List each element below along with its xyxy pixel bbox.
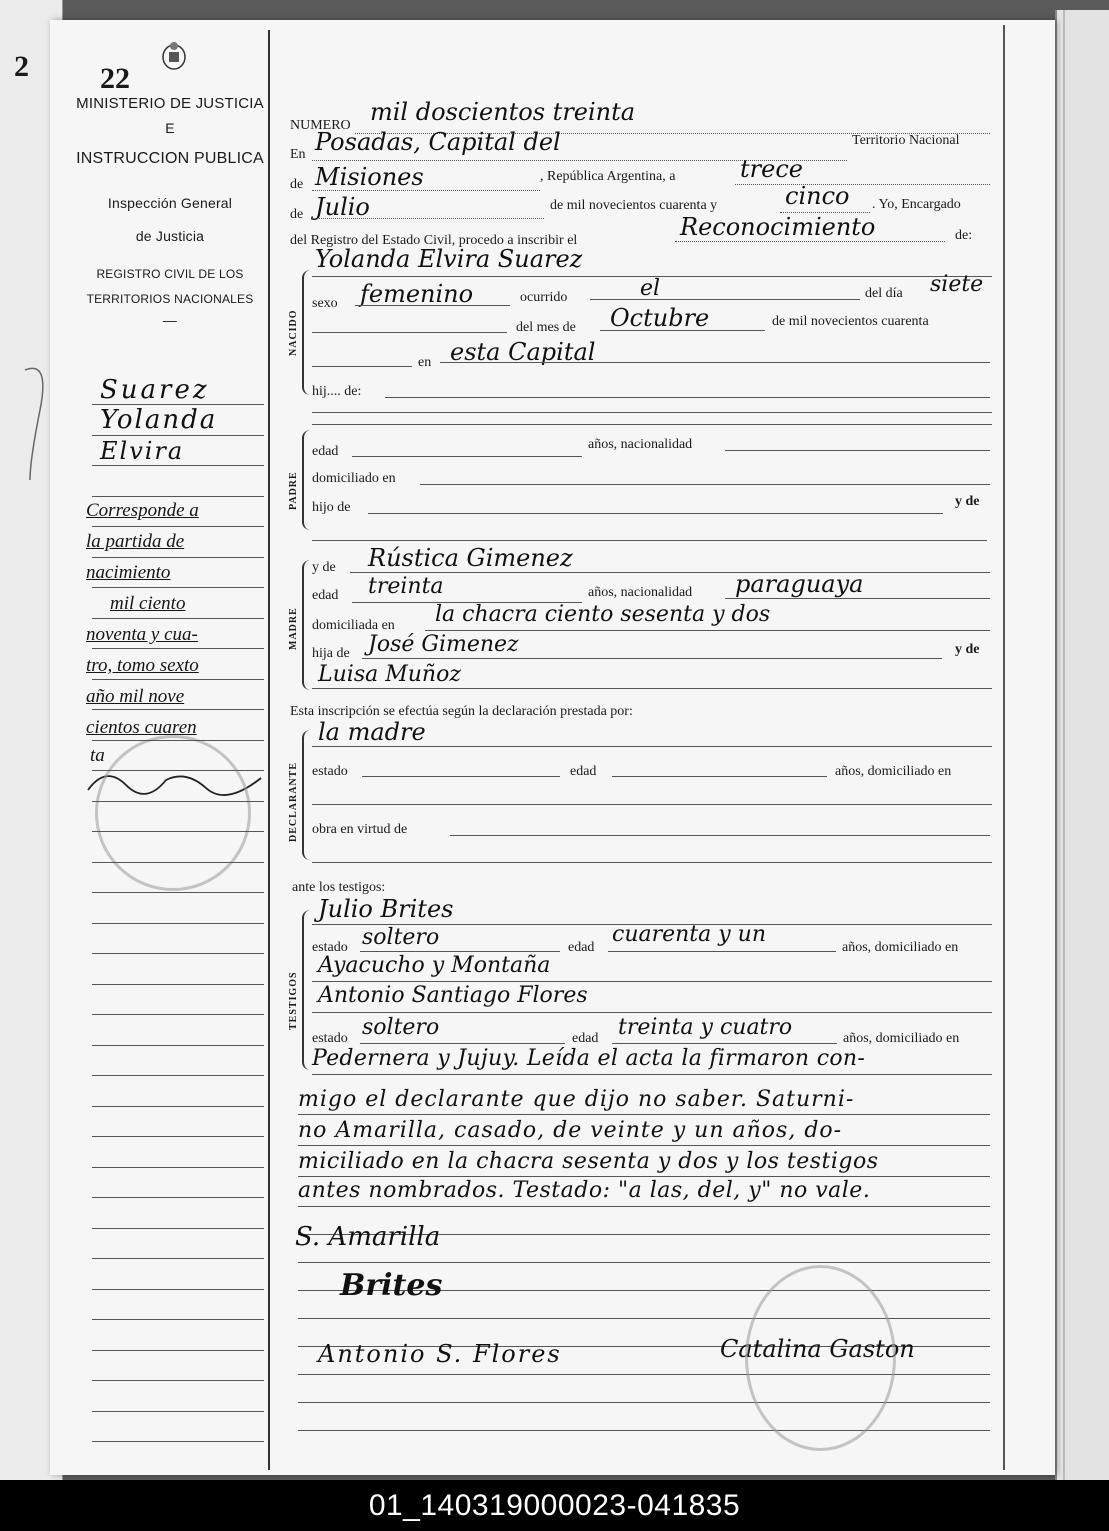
rule: [600, 330, 765, 331]
dia-nacido-value: siete: [930, 272, 984, 297]
rule: [312, 804, 992, 805]
madre-hija-label: hija de: [312, 646, 350, 661]
en-value: Posadas, Capital del: [315, 128, 561, 156]
margin-rule: [92, 496, 264, 497]
numero-label: NUMERO: [290, 118, 351, 133]
testigo1-estado: soltero: [362, 925, 440, 950]
testigos-label: ante los testigos:: [292, 880, 386, 895]
coat-of-arms-icon: [160, 40, 188, 70]
margin-rule: [92, 587, 264, 588]
margin-note-line: noventa y cua-: [86, 624, 198, 645]
margin-rule: [92, 862, 264, 863]
rule: [312, 1012, 992, 1013]
rule: [298, 1206, 990, 1207]
ministry-title-2: INSTRUCCION PUBLICA: [76, 150, 264, 167]
rule: [385, 397, 990, 398]
rule: [312, 332, 507, 333]
official-stamp: [745, 1265, 896, 1451]
rule: [312, 190, 540, 191]
next-sheet-edge: [1055, 10, 1109, 1480]
margin-rule: [92, 984, 264, 985]
madre-nacionalidad-value: paraguaya: [735, 570, 864, 598]
numero-value: mil doscientos treinta: [370, 98, 636, 126]
padre-section-label: PADRE: [288, 471, 299, 510]
rule: [298, 1176, 990, 1177]
declarante-obra-label: obra en virtud de: [312, 822, 408, 837]
rule: [350, 572, 990, 573]
margin-rule: [92, 1319, 264, 1320]
rule: [612, 776, 827, 777]
margin-note-line: tro, tomo sexto: [86, 655, 199, 676]
margin-note-line: año mil nove: [86, 686, 185, 707]
margin-first-name: Yolanda: [100, 405, 218, 435]
madre-edad-value: treinta: [368, 574, 444, 599]
rule: [675, 241, 945, 242]
testigo1-anios-label: años, domiciliado en: [842, 940, 959, 955]
padre-edad-label: edad: [312, 444, 339, 459]
acto-value: Reconocimiento: [680, 213, 876, 241]
closing-line: miciliado en la chacra sesenta y dos y los testigos: [298, 1149, 879, 1174]
margin-note-line: nacimiento: [86, 562, 171, 583]
padre-y-de-label: y de: [955, 494, 980, 509]
declarante-section-label: DECLARANTE: [288, 761, 299, 842]
del-mes-label: del mes de: [516, 320, 576, 335]
de2-label: de: [290, 207, 304, 222]
testigo1-estado-label: estado: [312, 940, 348, 955]
ministry-title-conj: E: [165, 120, 175, 136]
rule: [312, 218, 544, 219]
rule: [312, 1074, 992, 1075]
testigo1-edad: cuarenta y un: [612, 922, 767, 947]
margin-rule: [92, 740, 264, 741]
registry-dash: —: [162, 312, 178, 328]
anio-label: de mil novecientos cuarenta y: [550, 198, 718, 213]
margin-rule: [92, 1045, 264, 1046]
padre-anios-label: años, nacionalidad: [588, 437, 693, 452]
right-border: [1003, 25, 1005, 1470]
testigo1-edad-label: edad: [568, 940, 595, 955]
sexo-label: sexo: [312, 296, 338, 311]
nacido-section-label: NACIDO: [288, 309, 299, 356]
en-lugar-label: en: [418, 355, 432, 370]
rule: [360, 1043, 565, 1044]
margin-rule: [92, 679, 264, 680]
scan-id-footer: 01_140319000023-041835: [0, 1480, 1109, 1531]
rule: [355, 305, 510, 306]
margin-rule: [92, 465, 264, 466]
testigos-section-label: TESTIGOS: [288, 971, 299, 1030]
territorio-label: Territorio Nacional: [852, 133, 960, 148]
mil-label: de mil novecientos cuarenta: [772, 314, 929, 329]
margin-rule: [92, 1167, 264, 1168]
margin-rule: [92, 1380, 264, 1381]
margin-rule: [92, 1136, 264, 1137]
signature-testigo2: Antonio S. Flores: [318, 1340, 562, 1368]
margin-rule: [92, 435, 264, 436]
de3-label: de:: [955, 228, 973, 243]
margin-rule: [92, 557, 264, 558]
signature-encargado: Catalina Gaston: [720, 1335, 915, 1363]
en-label: En: [290, 147, 306, 162]
corner-number: 2: [14, 50, 29, 83]
margin-rule: [92, 1075, 264, 1076]
rule: [312, 540, 987, 541]
margin-rule: [92, 1441, 264, 1442]
signature-testigo1: Brites: [340, 1268, 443, 1303]
margin-rule: [92, 1411, 264, 1412]
de-label: de: [290, 177, 304, 192]
margin-rule: [92, 1197, 264, 1198]
madre-edad-label: edad: [312, 588, 339, 603]
encargado-label: . Yo, Encargado: [872, 197, 961, 212]
signature-rule: [298, 1262, 990, 1263]
margin-note-line: cientos cuaren: [86, 717, 197, 738]
declarante-brace: [302, 730, 312, 860]
madre-padre-value: José Gimenez: [368, 632, 519, 657]
ocurrido-value: el: [640, 276, 661, 301]
margin-middle-name: Elvira: [100, 437, 185, 465]
testigo1-nombre: Julio Brites: [318, 895, 454, 923]
rule: [352, 456, 582, 457]
closing-line: no Amarilla, casado, de veinte y un años, do-: [298, 1118, 843, 1143]
testigo2-anios-label: años, domiciliado en: [843, 1031, 960, 1046]
rule: [450, 835, 990, 836]
rule: [312, 424, 992, 425]
rule: [440, 362, 990, 363]
madre-domicilio-value: la chacra ciento sesenta y dos: [435, 602, 771, 627]
margin-rule: [92, 770, 264, 771]
rule: [298, 1145, 990, 1146]
mes-value: Julio: [315, 193, 370, 221]
margin-rule: [92, 648, 264, 649]
testigo2-edad: treinta y cuatro: [618, 1015, 793, 1040]
mes-nacido-value: Octubre: [610, 304, 710, 332]
margin-rule: [92, 831, 264, 832]
margin-note-line: ta: [90, 745, 105, 766]
registro-label: del Registro del Estado Civil, procedo a inscribir el: [290, 233, 578, 248]
ministry-title: MINISTERIO DE JUSTICIA: [76, 95, 264, 112]
declarante-nombre: la madre: [318, 718, 426, 746]
margin-note-line: Corresponde a: [86, 500, 199, 521]
signature-declarante: S. Amarilla: [295, 1222, 441, 1252]
declaracion-label: Esta inscripción se efectúa según la declaración prestada por:: [290, 704, 633, 719]
margin-rule: [92, 801, 264, 802]
rule: [725, 450, 990, 451]
margin-rule: [92, 709, 264, 710]
madre-y-de2-label: y de: [955, 642, 980, 657]
margin-rule: [92, 953, 264, 954]
nacido-nombre: Yolanda Elvira Suarez: [315, 245, 583, 273]
ocurrido-label: ocurrido: [520, 290, 568, 305]
rule: [312, 412, 992, 413]
rule: [312, 981, 992, 982]
rule: [368, 513, 943, 514]
rule: [612, 1043, 837, 1044]
margin-surname: Suarez: [100, 375, 210, 405]
madre-section-label: MADRE: [288, 607, 299, 650]
registry-title-2: TERRITORIOS NACIONALES: [86, 292, 254, 306]
testigo1-domicilio: Ayacucho y Montaña: [318, 953, 551, 978]
inspection-title-2: de Justicia: [135, 228, 205, 244]
margin-rule: [92, 526, 264, 527]
rule: [298, 1114, 990, 1115]
margin-rule: [92, 1014, 264, 1015]
closing-line: migo el declarante que dijo no saber. Saturni-: [298, 1087, 855, 1112]
rule: [362, 776, 560, 777]
margin-rule: [92, 1258, 264, 1259]
inspection-title: Inspección General: [107, 195, 233, 211]
margin-rule: [92, 1106, 264, 1107]
rule: [725, 598, 990, 599]
madre-anios-label: años, nacionalidad: [588, 585, 693, 600]
margin-rule: [92, 1289, 264, 1290]
testigo2-edad-label: edad: [572, 1031, 599, 1046]
margin-rule: [92, 404, 264, 405]
closing-line: antes nombrados. Testado: "a las, del, y" no vale.: [298, 1178, 871, 1203]
sexo-value: femenino: [360, 280, 474, 308]
testigo2-estado: soltero: [362, 1015, 440, 1040]
madre-domicilio-label: domiciliada en: [312, 618, 395, 633]
lugar-value: esta Capital: [450, 338, 596, 366]
padre-hijo-label: hijo de: [312, 500, 351, 515]
testigos-brace: [302, 910, 312, 1070]
anio-value: cinco: [785, 182, 850, 210]
margin-rule: [92, 618, 264, 619]
rule: [312, 862, 992, 863]
rule: [360, 951, 560, 952]
padre-brace: [302, 430, 312, 530]
testigo2-nombre: Antonio Santiago Flores: [318, 983, 588, 1008]
del-dia-label: del día: [865, 286, 903, 301]
rule: [362, 658, 942, 659]
dia-value: trece: [740, 155, 803, 183]
folio-number: 22: [100, 62, 130, 95]
margin-rule: [92, 1228, 264, 1229]
padre-domicilio-label: domiciliado en: [312, 471, 396, 486]
declarante-edad-label: edad: [570, 764, 597, 779]
testigo2-domicilio: Pedernera y Jujuy. Leída el acta la firmaron con-: [312, 1046, 866, 1071]
margin-note-line: la partida de: [86, 531, 185, 552]
madre-y-de-label: y de: [312, 560, 336, 575]
rule: [608, 951, 836, 952]
madre-nombre: Rústica Gimenez: [368, 544, 573, 572]
signature-rule: [298, 1430, 990, 1431]
nacido-brace: [302, 270, 312, 395]
rule: [735, 184, 990, 185]
rule: [420, 484, 990, 485]
column-divider: [268, 30, 270, 1470]
margin-rule: [92, 923, 264, 924]
rule: [312, 746, 992, 747]
registry-title: REGISTRO CIVIL DE LOS: [96, 267, 244, 281]
declarante-anios-label: años, domiciliado en: [835, 764, 952, 779]
de-value: Misiones: [315, 163, 424, 191]
testigo2-estado-label: estado: [312, 1031, 348, 1046]
declarante-estado-label: estado: [312, 764, 348, 779]
margin-note-line: mil ciento: [110, 593, 186, 614]
rule: [425, 630, 990, 631]
margin-rule: [92, 1350, 264, 1351]
madre-madre-value: Luisa Muñoz: [318, 662, 461, 687]
madre-brace: [302, 560, 312, 690]
rule: [590, 299, 860, 300]
rule: [312, 688, 992, 689]
previous-page-scribble: [20, 350, 60, 490]
margin-stamp: [95, 735, 251, 891]
hij-label: hij.... de:: [312, 384, 362, 399]
republica-label: , República Argentina, a: [540, 169, 676, 184]
rule: [312, 366, 412, 367]
margin-rule: [92, 892, 264, 893]
